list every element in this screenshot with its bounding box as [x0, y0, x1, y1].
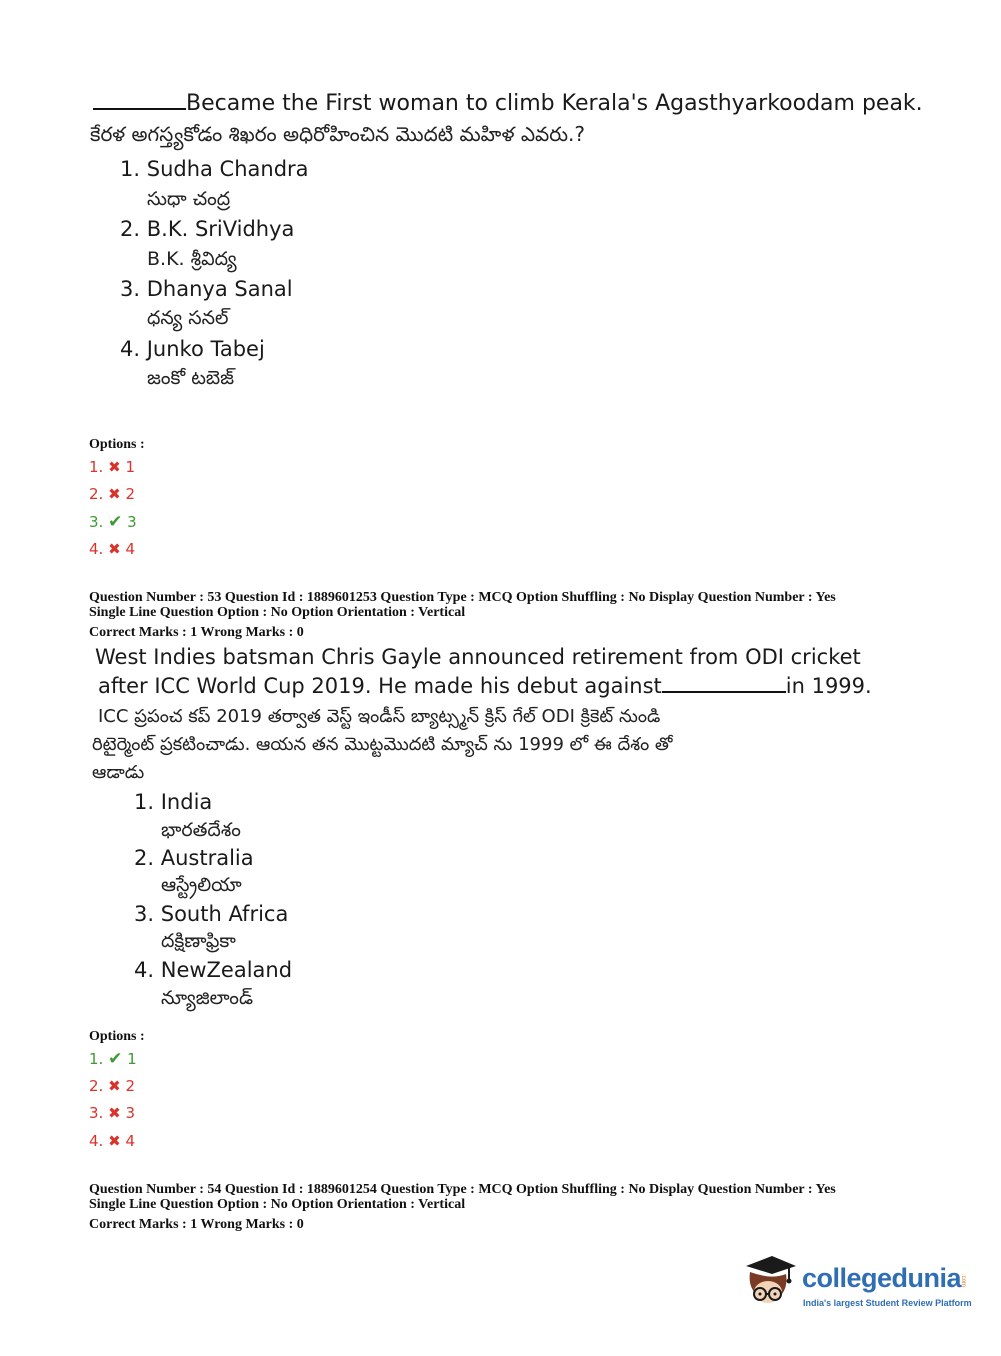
answer-blank — [93, 107, 186, 110]
cross-icon: ✖ — [108, 1077, 121, 1095]
q52-options-label: Options : — [89, 437, 145, 452]
q52-choice-4: 4. Junko Tabej — [120, 337, 265, 361]
collegedunia-mascot-icon — [742, 1250, 798, 1310]
q53-answer-4: 4. ✖ 4 — [89, 1132, 135, 1150]
q53-telugu-line-1: ICC ప్రపంచ కప్ 2019 తర్వాత వెస్ట్ ఇండీస్ బ్యాట్స్మన్ క్రిస్ గేల్ ODI క్రికెట్ నుండి — [98, 706, 661, 727]
q53-choice-1-telugu: భారతదేశం — [161, 819, 241, 841]
q53-choice-4-telugu: న్యూజిలాండ్ — [161, 987, 253, 1009]
q52-answer-4: 4. ✖ 4 — [89, 540, 135, 558]
cross-icon: ✖ — [108, 458, 121, 476]
q52-choice-3-telugu: ధన్య సనల్ — [147, 307, 229, 329]
collegedunia-wordmark: collegedunia — [802, 1263, 962, 1293]
cross-icon: ✖ — [108, 485, 121, 503]
q53-choice-3: 3. South Africa — [134, 902, 289, 926]
q52-choice-4-telugu: జంకో టబెజ్ — [147, 367, 235, 389]
q52-question-telugu: కేరళ అగస్త్యకోడం శిఖరం అధిరోహించిన మొదటి మహిళ ఎవరు.? — [90, 122, 586, 146]
q52-answer-2: 2. ✖ 2 — [89, 485, 135, 503]
q54-meta-line-3: Correct Marks : 1 Wrong Marks : 0 — [89, 1217, 304, 1232]
q53-choice-2-telugu: ఆస్ట్రేలియా — [161, 874, 242, 896]
q52-choice-2: 2. B.K. SriVidhya — [120, 217, 295, 241]
q52-choice-1-telugu: సుధా చంద్ర — [147, 188, 231, 210]
check-icon: ✔ — [108, 1049, 123, 1069]
q52-choice-2-telugu: B.K. శ్రీవిద్య — [147, 248, 237, 270]
q53-choice-2: 2. Australia — [134, 846, 254, 870]
q53-question-line-1: West Indies batsman Chris Gayle announced retirement from ODI cricket — [95, 645, 861, 669]
collegedunia-tagline: India's largest Student Review Platform — [803, 1298, 972, 1308]
q54-meta-line-1: Question Number : 54 Question Id : 1889601254 Question Type : MCQ Option Shuffling : No Display Question Number : Yes — [89, 1182, 836, 1197]
q52-answer-1: 1. ✖ 1 — [89, 458, 135, 476]
q53-meta-line-1: Question Number : 53 Question Id : 1889601253 Question Type : MCQ Option Shuffling : No Display Question Number : Yes — [89, 590, 836, 605]
cross-icon: ✖ — [108, 1132, 121, 1150]
collegedunia-com-suffix: .com — [960, 1274, 966, 1288]
q52-choice-1: 1. Sudha Chandra — [120, 157, 309, 181]
q53-telugu-line-2: రిటైర్మెంట్ ప్రకటించాడు. ఆయన తన మొట్టమొదటి మ్యాచ్ ను 1999 లో ఈ దేశం తో — [92, 734, 673, 755]
q53-answer-2: 2. ✖ 2 — [89, 1077, 135, 1095]
q53-options-label: Options : — [89, 1029, 145, 1044]
q52-answer-3: 3. ✔ 3 — [89, 512, 137, 532]
q53-meta-line-3: Correct Marks : 1 Wrong Marks : 0 — [89, 625, 304, 640]
q54-meta-line-2: Single Line Question Option : No Option Orientation : Vertical — [89, 1197, 466, 1212]
q53-choice-3-telugu: దక్షిణాఫ్రికా — [161, 930, 236, 952]
q52-choice-3: 3. Dhanya Sanal — [120, 277, 293, 301]
q53-answer-3: 3. ✖ 3 — [89, 1104, 135, 1122]
q53-choice-1: 1. India — [134, 790, 213, 814]
q53-telugu-line-3: ఆడాడు — [92, 762, 145, 783]
cross-icon: ✖ — [108, 1104, 121, 1122]
q53-question-line-2: after ICC World Cup 2019. He made his debut against in 1999. — [98, 674, 872, 698]
q52-question-text: Became the First woman to climb Kerala's Agasthyarkoodam peak. — [93, 91, 923, 116]
answer-blank — [662, 690, 786, 693]
q53-choice-4: 4. NewZealand — [134, 958, 293, 982]
check-icon: ✔ — [108, 512, 123, 532]
q53-meta-line-2: Single Line Question Option : No Option Orientation : Vertical — [89, 605, 466, 620]
cross-icon: ✖ — [108, 540, 121, 558]
q53-answer-1: 1. ✔ 1 — [89, 1049, 137, 1069]
